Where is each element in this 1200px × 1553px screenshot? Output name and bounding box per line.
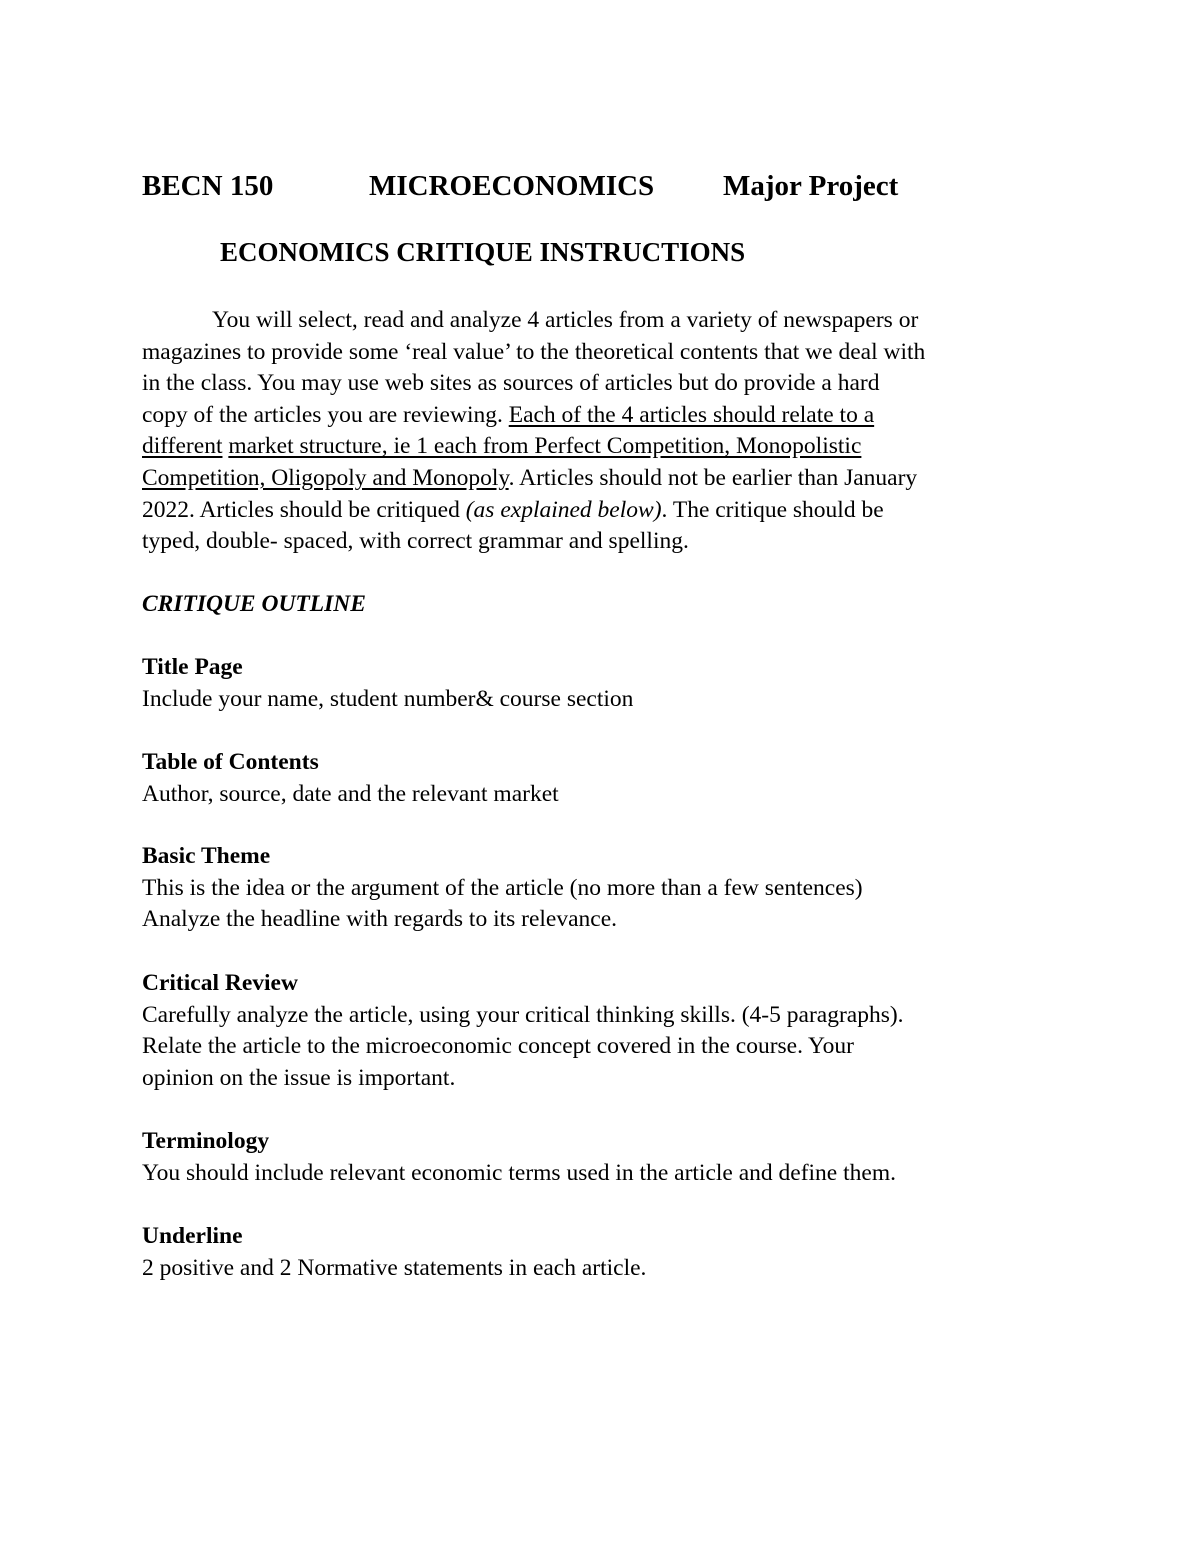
section-text: You should include relevant economic terms used in the article and define them. [142, 1159, 896, 1186]
section-underline [142, 1221, 1077, 1284]
section-heading: Table of Contents [142, 749, 319, 775]
requirement-underline: different [142, 433, 223, 460]
document-title: ECONOMICS CRITIQUE INSTRUCTIONS [220, 237, 746, 267]
requirement-underline: Competition, Oligopoly and Monopoly [142, 464, 509, 491]
requirement-underline: Each of the 4 articles should relate to a [508, 401, 875, 428]
requirement-underline: market structure, ie 1 each from Perfect Competition, Monopolistic [228, 433, 862, 460]
intro-line: in the class. You may use web sites as sources of articles but do provide a hard [142, 370, 880, 397]
course-name: MICROECONOMICS [369, 170, 655, 202]
section-table-of-contents [142, 747, 1077, 810]
section-text: 2 positive and 2 Normative statements in each article. [142, 1254, 647, 1281]
section-heading: Terminology [142, 1128, 270, 1154]
project-label: Major Project [723, 170, 899, 202]
section-heading: Title Page [142, 654, 243, 680]
section-text: Author, source, date and the relevant market [142, 780, 559, 807]
intro-line: typed, double- spaced, with correct grammar and spelling. [142, 528, 689, 555]
course-code: BECN 150 [142, 170, 274, 202]
section-terminology [142, 1126, 1077, 1189]
intro-line: Competition, Oligopoly and Monopoly. Articles should not be earlier than January [142, 464, 918, 491]
section-critical-review [142, 968, 1077, 1094]
section-text: Relate the article to the microeconomic concept covered in the course. Your [142, 1033, 854, 1060]
outline-heading: CRITIQUE OUTLINE [142, 591, 366, 617]
intro-line: 2022. Articles should be critiqued (as explained below). The critique should be [142, 496, 884, 523]
section-heading: Critical Review [142, 970, 298, 996]
section-text: Include your name, student number& course section [142, 685, 634, 712]
intro-line [142, 431, 1077, 463]
intro-line: magazines to provide some ‘real value’ to the theoretical contents that we deal with [142, 338, 926, 365]
intro-line: You will select, read and analyze 4 articles from a variety of newspapers or [212, 307, 919, 333]
section-title-page [142, 652, 1077, 715]
section-heading: Underline [142, 1223, 243, 1249]
section-text: Analyze the headline with regards to its relevance. [142, 906, 618, 933]
section-text: Carefully analyze the article, using your critical thinking skills. (4-5 paragraphs). [142, 1001, 904, 1028]
section-text: This is the idea or the argument of the article (no more than a few sentences) [142, 874, 863, 901]
section-text: opinion on the issue is important. [142, 1064, 456, 1091]
section-heading: Basic Theme [142, 843, 271, 869]
intro-line: copy of the articles you are reviewing. Each of the 4 articles should relate to a [142, 401, 875, 428]
section-basic-theme [142, 841, 1077, 936]
intro-paragraph [142, 305, 1077, 558]
italic-note: (as explained below) [465, 496, 662, 523]
